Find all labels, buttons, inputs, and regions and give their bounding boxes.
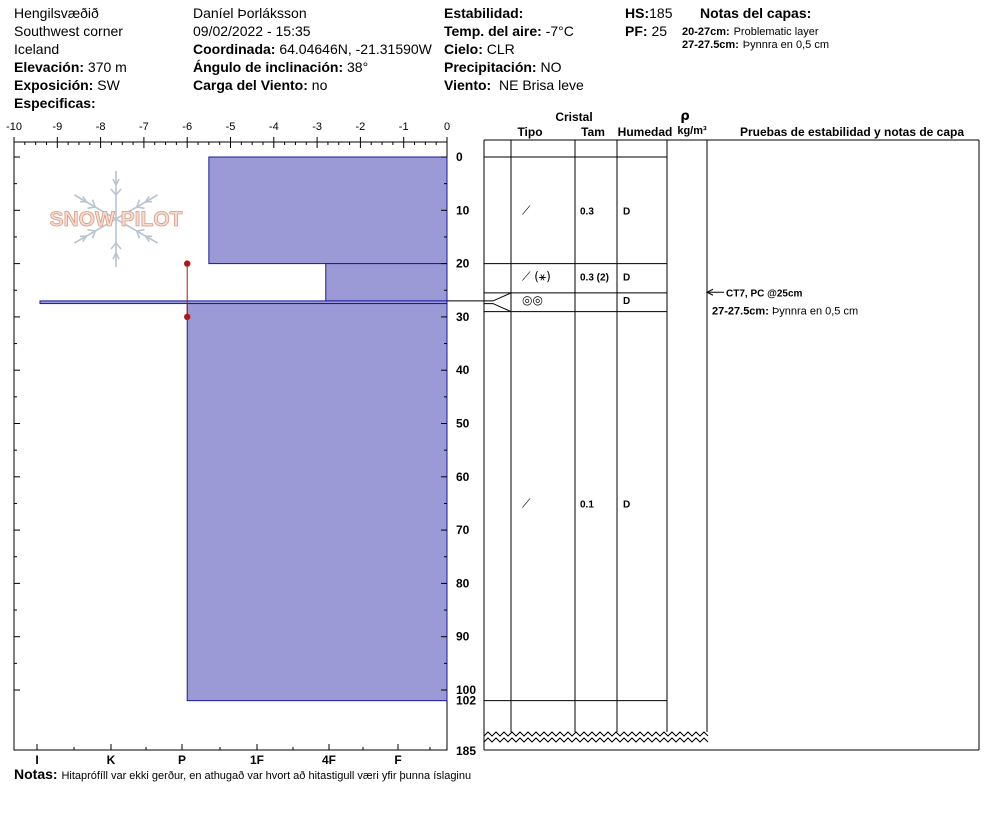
hs-value: 185 bbox=[649, 5, 673, 21]
depth-total-label: 185 bbox=[456, 744, 477, 758]
crystal-table bbox=[447, 140, 979, 750]
layer-note-2-range: 27-27.5cm: bbox=[682, 39, 739, 51]
layer-notes-title: Notas del capas: bbox=[700, 5, 812, 21]
temp-tick-label: -6 bbox=[182, 121, 193, 133]
crystal-type: ⟋ (⚹) bbox=[522, 269, 551, 284]
col-crystal-header: Cristal bbox=[555, 110, 593, 124]
temp-tick-label: -10 bbox=[6, 121, 22, 133]
crystal-type: ◎◎ bbox=[522, 292, 543, 307]
exposure-label: Exposición: bbox=[14, 77, 94, 93]
elevation-label: Elevación: bbox=[14, 59, 85, 75]
exposure-value: SW bbox=[97, 77, 120, 93]
col-size-header: Tam bbox=[581, 125, 605, 139]
observation-datetime: 09/02/2022 - 15:35 bbox=[193, 23, 311, 39]
col-density-unit: kg/m³ bbox=[677, 125, 707, 137]
crystal-size: 0.3 bbox=[580, 206, 594, 218]
windload-label: Carga del Viento: bbox=[193, 77, 308, 93]
temp-tick-label: 0 bbox=[443, 121, 451, 133]
layer-note-1-range: 20-27cm: bbox=[682, 26, 730, 38]
temp-tick-label: -2 bbox=[355, 121, 366, 133]
hardness-tick-label: 1F bbox=[249, 753, 265, 767]
depth-tick-label: 70 bbox=[456, 523, 470, 538]
layer-note-1-text: Problematic layer bbox=[733, 26, 819, 38]
precip-value: NO bbox=[540, 59, 562, 75]
slope-value: 38° bbox=[347, 59, 369, 75]
depth-top-label: 102 bbox=[456, 693, 477, 708]
temperature-axis bbox=[6, 121, 450, 148]
col-moisture-header: Humedad bbox=[617, 125, 673, 139]
observer-name: Daníel Þorláksson bbox=[193, 5, 307, 21]
snowpilot-logo-text: SNOW PILOT bbox=[49, 208, 183, 231]
temp-tick-label: -3 bbox=[312, 121, 322, 133]
hardness-tick-label: 4F bbox=[321, 753, 337, 767]
wind-value: NE Brisa leve bbox=[498, 77, 584, 93]
depth-tick-label: 40 bbox=[456, 363, 470, 378]
depth-tick-label: 100 bbox=[456, 683, 477, 697]
temp-tick-label: -4 bbox=[268, 121, 279, 133]
airtemp-value: -7°C bbox=[545, 23, 574, 39]
elevation-value: 370 m bbox=[87, 59, 127, 75]
layer-connector bbox=[484, 304, 511, 312]
location-region: Southwest corner bbox=[14, 23, 123, 39]
crystal-moisture: D bbox=[623, 499, 631, 511]
hardness-layer bbox=[187, 304, 447, 701]
slope-label: Ángulo de inclinación: bbox=[193, 59, 344, 75]
notes bbox=[14, 766, 471, 782]
layer-note-2-text: Þynnra en 0,5 cm bbox=[742, 39, 829, 51]
temp-point bbox=[184, 314, 190, 320]
layer-comment: 27-27.5cm: Þynnra en 0,5 cm bbox=[712, 305, 859, 318]
airtemp-label: Temp. del aire: bbox=[444, 23, 542, 39]
depth-tick-label: 0 bbox=[456, 150, 463, 164]
depth-tick-label: 10 bbox=[456, 203, 470, 218]
temp-tick-label: -1 bbox=[398, 121, 409, 133]
col-type-header: Tipo bbox=[517, 125, 543, 139]
crystal-moisture: D bbox=[623, 206, 631, 218]
hardness-layer bbox=[326, 264, 447, 301]
col-density-symbol: ρ bbox=[680, 109, 690, 124]
col-tests-header: Pruebas de estabilidad y notas de capa bbox=[739, 125, 965, 139]
hardness-plot bbox=[14, 142, 447, 750]
hardness-tick-label: K bbox=[106, 753, 116, 767]
temp-tick-label: -9 bbox=[52, 121, 63, 133]
notes-text: Hitaprófíll var ekki gerður, en athugað var hvort að hitastigull væri yfir þunna íslaginu bbox=[61, 770, 472, 782]
crystal-type: ⟋ bbox=[522, 496, 531, 511]
hardness-axis bbox=[35, 744, 430, 767]
depth-tick-label: 50 bbox=[456, 416, 470, 431]
temp-tick-label: -5 bbox=[225, 121, 236, 133]
crystal-size: 0.1 bbox=[580, 499, 594, 511]
location-name: Hengilsvæðið bbox=[14, 5, 99, 21]
stability-test-label: CT7, PC @25cm bbox=[726, 288, 803, 300]
stability-label: Estabilidad: bbox=[444, 5, 524, 21]
notes-label: Notas: bbox=[14, 766, 58, 782]
crystal-type: ⟋ bbox=[522, 203, 531, 218]
temp-point bbox=[184, 260, 190, 266]
temp-tick-label: -8 bbox=[95, 121, 106, 133]
depth-tick-label: 60 bbox=[456, 469, 470, 484]
windload-value: no bbox=[311, 77, 328, 93]
pf-value: 25 bbox=[651, 23, 668, 39]
sky-value: CLR bbox=[486, 41, 515, 57]
crystal-moisture: D bbox=[623, 295, 631, 307]
temp-tick-label: -7 bbox=[139, 121, 149, 133]
scale-break bbox=[484, 738, 708, 742]
hardness-tick-label: P bbox=[177, 753, 187, 767]
coord-value: 64.04646N, -21.31590W bbox=[279, 41, 432, 57]
scale-break bbox=[484, 732, 708, 736]
depth-tick-label: 20 bbox=[456, 256, 470, 271]
crystal-size: 0.3 (2) bbox=[580, 272, 609, 284]
hardness-tick-label: F bbox=[394, 753, 402, 767]
depth-tick-label: 80 bbox=[456, 576, 470, 591]
hs-label: HS: bbox=[625, 5, 650, 21]
specifics-label: Especificas: bbox=[14, 95, 96, 111]
sky-label: Cielo: bbox=[444, 41, 483, 57]
hardness-layer bbox=[209, 157, 447, 264]
layer-connector bbox=[484, 293, 511, 301]
location-country: Iceland bbox=[14, 41, 60, 57]
wind-label: Viento: bbox=[444, 77, 492, 93]
coord-label: Coordinada: bbox=[193, 41, 276, 57]
crystal-moisture: D bbox=[623, 272, 631, 284]
depth-tick-label: 90 bbox=[456, 629, 470, 644]
precip-label: Precipitación: bbox=[444, 59, 537, 75]
pf-label: PF: bbox=[625, 23, 648, 39]
hardness-tick-label: I bbox=[35, 753, 39, 767]
depth-tick-label: 30 bbox=[456, 309, 470, 324]
